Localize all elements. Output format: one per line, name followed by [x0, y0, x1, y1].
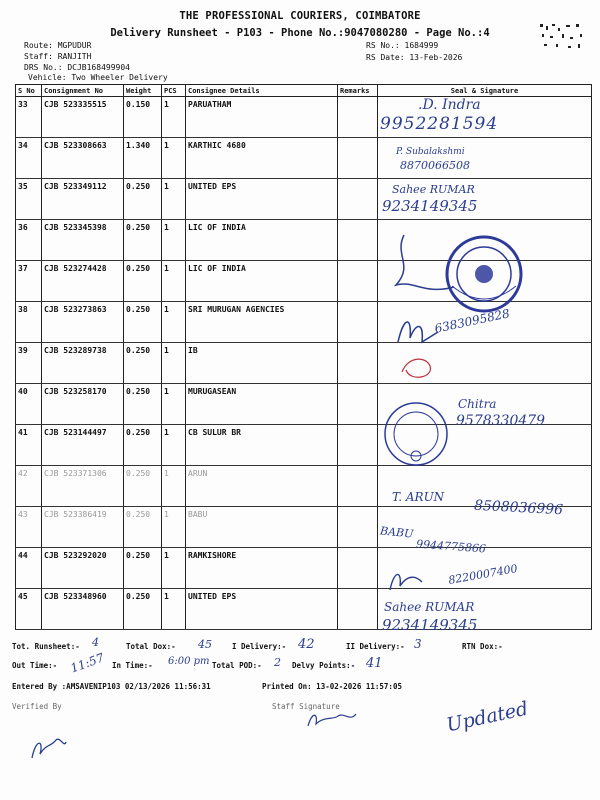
remarks-cell: [338, 466, 378, 507]
sno-cell: 41: [16, 425, 42, 466]
verified-by-label: Verified By: [12, 702, 62, 711]
pcs-cell: 1: [162, 548, 186, 589]
pcs-cell: 1: [162, 589, 186, 630]
pcs-cell: 1: [162, 179, 186, 220]
sno-cell: 38: [16, 302, 42, 343]
i-delivery-value: 42: [298, 637, 315, 652]
pcs-cell: 1: [162, 343, 186, 384]
pcs-cell: 1: [162, 302, 186, 343]
table-row: [16, 425, 592, 466]
weight-cell: 0.250: [124, 179, 162, 220]
table-row: [16, 343, 592, 384]
staff-signature-scribble-icon: [304, 708, 360, 730]
consignee-cell: ARUN: [186, 466, 338, 507]
remarks-cell: [338, 302, 378, 343]
remarks-cell: [338, 548, 378, 589]
total-pod-label: Total POD:-: [212, 661, 262, 670]
verifier-signature-scribble-icon: [26, 728, 70, 764]
rtn-dox-label: RTN Dox:-: [462, 642, 503, 651]
table-row: [16, 138, 592, 179]
in-time-label: In Time:-: [112, 661, 153, 670]
weight-cell: 0.250: [124, 589, 162, 630]
qr-code-icon: [540, 24, 584, 50]
weight-cell: 0.250: [124, 343, 162, 384]
sno-cell: 44: [16, 548, 42, 589]
signature-handwriting: .D. Indra: [418, 97, 481, 113]
red-scribble-icon: [396, 352, 440, 384]
weight-cell: 1.340: [124, 138, 162, 179]
total-dox-value: 45: [198, 638, 212, 651]
consignee-cell: MURUGASEAN: [186, 384, 338, 425]
remarks-cell: [338, 97, 378, 138]
pcs-cell: 1: [162, 220, 186, 261]
table-row: [16, 97, 592, 138]
sno-cell: 45: [16, 589, 42, 630]
pcs-cell: 1: [162, 261, 186, 302]
col-weight: Weight: [124, 85, 162, 97]
remarks-cell: [338, 179, 378, 220]
consignment-cell: CJB 523348960: [42, 589, 124, 630]
pcs-cell: 1: [162, 466, 186, 507]
col-sno: S No: [16, 85, 42, 97]
consignment-cell: CJB 523289738: [42, 343, 124, 384]
remarks-cell: [338, 343, 378, 384]
consignment-cell: CJB 523292020: [42, 548, 124, 589]
consignee-cell: PARUATHAM: [186, 97, 338, 138]
consignment-cell: CJB 523371306: [42, 466, 124, 507]
col-remarks: Remarks: [338, 85, 378, 97]
out-time-label: Out Time:-: [12, 661, 58, 670]
weight-cell: 0.250: [124, 548, 162, 589]
company-title: THE PROFESSIONAL COURIERS, COIMBATORE: [179, 10, 421, 22]
runsheet-table: [15, 84, 592, 630]
in-time-value: 6:00 pm: [168, 656, 210, 667]
weight-cell: 0.250: [124, 384, 162, 425]
signature-handwriting: P. Subalakshmi: [396, 147, 465, 157]
total-dox-label: Total Dox:-: [126, 642, 176, 651]
rs-no-label: RS No.: 1684999: [366, 41, 439, 50]
drs-label: DRS No.: DCJB168499904: [24, 63, 130, 72]
consignee-cell: UNITED EPS: [186, 179, 338, 220]
consignment-cell: CJB 523274428: [42, 261, 124, 302]
signature-phone: 8220007400: [447, 562, 519, 587]
remarks-cell: [338, 220, 378, 261]
tot-runsheet-value: 4: [92, 636, 99, 649]
staff-label: Staff: RANJITH: [24, 52, 92, 61]
col-consignment: Consignment No: [42, 85, 124, 97]
sno-cell: 39: [16, 343, 42, 384]
consignment-cell: CJB 523386419: [42, 507, 124, 548]
out-time-value: 11:57: [68, 650, 106, 676]
consignee-cell: IB: [186, 343, 338, 384]
consignment-cell: CJB 523144497: [42, 425, 124, 466]
delvy-points-value: 41: [366, 656, 383, 671]
table-row: [16, 589, 592, 630]
signature-handwriting: Sahee RUMAR: [392, 183, 475, 196]
handwritten-updated-note: Updated: [444, 697, 531, 737]
consignee-cell: RAMKISHORE: [186, 548, 338, 589]
consignee-cell: SRI MURUGAN AGENCIES: [186, 302, 338, 343]
pcs-cell: 1: [162, 425, 186, 466]
sno-cell: 35: [16, 179, 42, 220]
consignment-cell: CJB 523335515: [42, 97, 124, 138]
consignment-cell: CJB 523258170: [42, 384, 124, 425]
signature-phone: 8870066508: [400, 159, 470, 172]
signature-handwriting: BABU: [379, 524, 414, 541]
company-seal-stamp-icon: [382, 400, 450, 468]
remarks-cell: [338, 384, 378, 425]
consignee-cell: BABU: [186, 507, 338, 548]
signature-handwriting: T. ARUN: [392, 490, 445, 504]
consignment-cell: CJB 523345398: [42, 220, 124, 261]
consignee-cell: CB SULUR BR: [186, 425, 338, 466]
pcs-cell: 1: [162, 384, 186, 425]
sno-cell: 34: [16, 138, 42, 179]
col-pcs: PCS: [162, 85, 186, 97]
signature-phone: 9234149345: [382, 616, 478, 634]
col-consignee: Consignee Details: [186, 85, 338, 97]
sno-cell: 43: [16, 507, 42, 548]
weight-cell: 0.250: [124, 425, 162, 466]
signature-phone: 6383095828: [433, 306, 511, 336]
entered-by: Entered By :AMSAVENIP103 02/13/2026 11:56:31: [12, 682, 211, 691]
signature-handwriting: Chitra: [458, 397, 497, 411]
pcs-cell: 1: [162, 138, 186, 179]
remarks-cell: [338, 261, 378, 302]
consignee-cell: LIC OF INDIA: [186, 220, 338, 261]
weight-cell: 0.250: [124, 220, 162, 261]
signature-phone: 9952281594: [380, 114, 499, 134]
signature-phone: 9234149345: [382, 197, 478, 215]
remarks-cell: [338, 425, 378, 466]
signature-cell: [378, 138, 592, 179]
consignment-cell: CJB 523349112: [42, 179, 124, 220]
signature-scribble-icon: [386, 568, 426, 594]
consignee-cell: LIC OF INDIA: [186, 261, 338, 302]
pcs-cell: 1: [162, 507, 186, 548]
sno-cell: 36: [16, 220, 42, 261]
table-header-row: [16, 85, 592, 97]
consignment-cell: CJB 523308663: [42, 138, 124, 179]
weight-cell: 0.250: [124, 507, 162, 548]
sno-cell: 42: [16, 466, 42, 507]
sno-cell: 40: [16, 384, 42, 425]
weight-cell: 0.150: [124, 97, 162, 138]
remarks-cell: [338, 589, 378, 630]
route-label: Route: MGPUDUR: [24, 41, 92, 50]
remarks-cell: [338, 507, 378, 548]
col-signature: Seal & Signature: [378, 85, 592, 97]
pcs-cell: 1: [162, 97, 186, 138]
staff-signature-label: Staff Signature: [272, 702, 340, 711]
weight-cell: 0.250: [124, 466, 162, 507]
remarks-cell: [338, 138, 378, 179]
table-row: [16, 179, 592, 220]
consignment-cell: CJB 523273863: [42, 302, 124, 343]
total-pod-value: 2: [274, 656, 281, 669]
ii-delivery-label: II Delivery:-: [346, 642, 405, 651]
printed-on: Printed On: 13-02-2026 11:57:05: [262, 682, 402, 691]
consignee-cell: KARTHIC 4680: [186, 138, 338, 179]
i-delivery-label: I Delivery:-: [232, 642, 287, 651]
ii-delivery-value: 3: [414, 637, 422, 651]
signature-phone: 9944775866: [415, 537, 487, 556]
rs-date-label: RS Date: 13-Feb-2026: [366, 53, 463, 62]
sno-cell: 33: [16, 97, 42, 138]
consignee-cell: UNITED EPS: [186, 589, 338, 630]
delvy-points-label: Delvy Points:-: [292, 661, 356, 670]
tot-runsheet-label: Tot. Runsheet:-: [12, 642, 80, 651]
weight-cell: 0.250: [124, 261, 162, 302]
sno-cell: 37: [16, 261, 42, 302]
vehicle-label: Vehicle: Two Wheeler Delivery: [28, 73, 168, 82]
runsheet-subtitle: Delivery Runsheet - P103 - Phone No.:9047080280 - Page No.:4: [110, 27, 490, 39]
signature-scribble-icon: [384, 225, 464, 305]
weight-cell: 0.250: [124, 302, 162, 343]
signature-handwriting: Sahee RUMAR: [384, 600, 475, 614]
signature-phone: 9578330479: [456, 413, 546, 429]
signature-phone: 8508036996: [473, 497, 564, 519]
